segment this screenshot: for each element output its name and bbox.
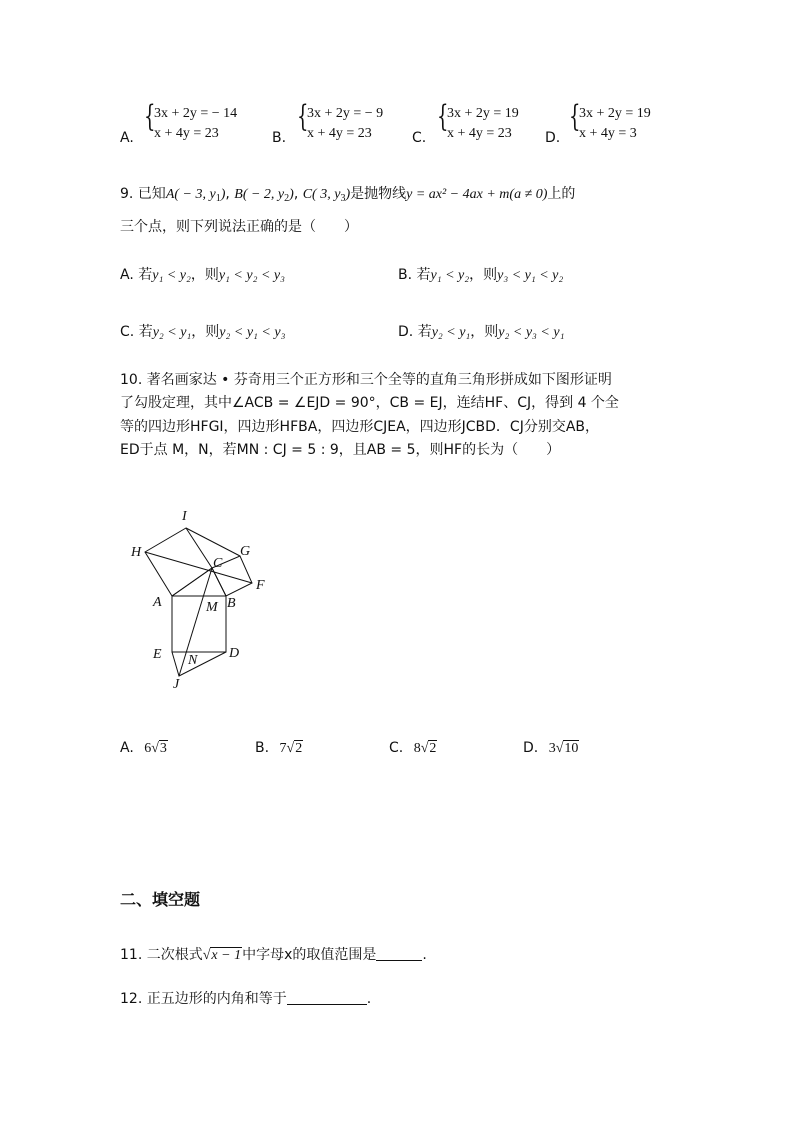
- q10-option-b: B. 7√2: [255, 740, 303, 756]
- q10-line-3: 等的四边形HFGI，四边形HFBA，四边形CJEA，四边形JCBD．CJ分别交AB，: [120, 419, 600, 435]
- label-m: M: [206, 600, 218, 615]
- answer-blank[interactable]: [287, 990, 367, 1005]
- point-b: B( − 2, $y_2$): [234, 187, 294, 204]
- brace-icon: {: [569, 99, 581, 134]
- question-number: 12.: [120, 991, 143, 1007]
- equation-1: 3x + 2y = − 9: [307, 106, 384, 121]
- answer-blank[interactable]: [376, 946, 422, 961]
- q10-option-c: C. 8√2: [389, 740, 437, 756]
- equation-1: 3x + 2y = 19: [447, 106, 519, 121]
- option-letter: A.: [120, 130, 134, 146]
- point-a: A( − 3, $y_1$): [165, 187, 226, 204]
- label-b: B: [227, 596, 236, 611]
- label-n: N: [188, 653, 198, 668]
- parabola-equation: y = ax² − 4ax + m(a ≠ 0): [406, 187, 548, 202]
- label-e: E: [153, 647, 162, 662]
- q9-option-b: B. 若y₁ < y₂，则y₃ < y₁ < y₂: [398, 267, 564, 283]
- label-h: H: [131, 545, 142, 560]
- q9-option-a: A. 若y₁ < y₂，则y₁ < y₂ < y₃: [120, 267, 285, 283]
- label-a: A: [153, 595, 162, 610]
- is-parabola: 是抛物线: [350, 186, 407, 202]
- q9-option-d: D. 若y₂ < y₁，则y₂ < y₃ < y₁: [398, 324, 565, 340]
- label-j: J: [173, 677, 180, 692]
- q10-line-4: ED于点 M，N，若MN : CJ = 5 : 9，且AB = 5，则HF的长为（ ）: [120, 442, 561, 458]
- q12: 12. 正五边形的内角和等于 .: [120, 991, 372, 1007]
- equation-2: x + 4y = 23: [307, 126, 372, 141]
- question-number: 11.: [120, 947, 143, 963]
- radical-expression: √x − 1: [202, 948, 242, 963]
- equation-1: 3x + 2y = − 14: [154, 106, 238, 121]
- option-letter: B.: [272, 130, 287, 146]
- equation-system: [297, 99, 384, 144]
- brace-icon: {: [437, 99, 449, 134]
- line-ig: [186, 528, 240, 556]
- square-abde: [172, 596, 226, 652]
- q10-geometry-figure: [120, 500, 290, 700]
- equation-2: x + 4y = 3: [579, 126, 637, 141]
- section-heading: 二、填空题: [120, 890, 201, 909]
- q9-line-2: 三个点，则下列说法正确的是（ ）: [120, 219, 358, 235]
- label-g: G: [240, 544, 251, 559]
- brace-icon: {: [144, 99, 156, 134]
- point-c: C( 3, $y_3$): [302, 187, 351, 204]
- option-letter: C.: [412, 130, 427, 146]
- equation-system: [144, 99, 238, 144]
- equation-system: [569, 99, 651, 144]
- q9-option-c: C. 若y₂ < y₁，则y₂ < y₁ < y₃: [120, 324, 286, 340]
- question-number: 9.: [120, 186, 134, 202]
- label-c: C: [213, 556, 223, 571]
- equation-2: x + 4y = 23: [447, 126, 512, 141]
- q10-option-d: D. 3√10: [523, 740, 579, 756]
- equation-system: [437, 99, 519, 144]
- label-f: F: [256, 578, 265, 593]
- option-letter: D.: [545, 130, 561, 146]
- q10-line-2: 了勾股定理，其中∠ACB = ∠EJD = 90°，CB = EJ，连结HF、CJ，得到 4 个全: [120, 395, 619, 411]
- on-text: 上的: [547, 186, 576, 202]
- equation-1: 3x + 2y = 19: [579, 106, 651, 121]
- q11: 11. 二次根式√x − 1中字母x的取值范围是 .: [120, 945, 427, 966]
- label-i: I: [182, 509, 187, 524]
- label-d: D: [229, 646, 240, 661]
- q10-option-a: A. 6√3: [120, 740, 167, 756]
- triangle-acb: [172, 568, 226, 596]
- equation-2: x + 4y = 23: [154, 126, 219, 141]
- question-intro: 已知: [137, 186, 166, 202]
- q9-line-1: 9. 已知A( − 3, $y_1$), B( − 2, $y_2$), C( 3, $y_3$)是抛物线y = ax² − 4ax + m(a ≠ 0)上的: [120, 186, 576, 204]
- q10-line-1: 10. 著名画家达 • 芬奇用三个正方形和三个全等的直角三角形拼成如下图形证明: [120, 372, 612, 388]
- brace-icon: {: [297, 99, 309, 134]
